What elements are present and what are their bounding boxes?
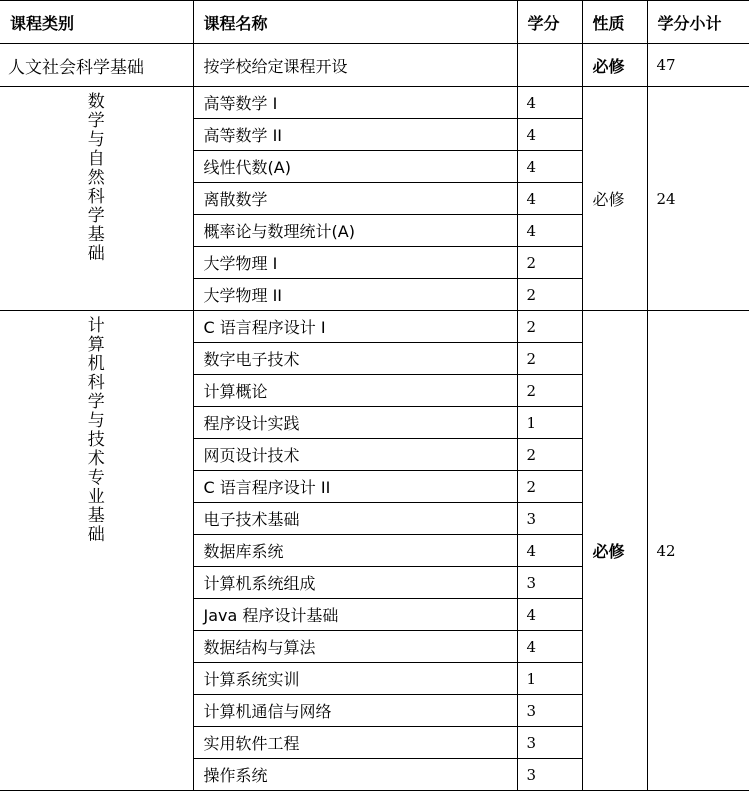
- course-name-cell: 高等数学 I: [193, 87, 517, 119]
- credit-cell: 2: [517, 439, 582, 471]
- course-name-cell: Java 程序设计基础: [193, 599, 517, 631]
- credit-cell: 4: [517, 599, 582, 631]
- category-cell: [0, 87, 193, 311]
- nature-cell: 必修: [582, 311, 647, 791]
- table-header-row: [0, 1, 749, 44]
- course-name-cell: 高等数学 II: [193, 119, 517, 151]
- subtotal-cell: 24: [647, 87, 749, 311]
- header-subtotal: 学分小计: [647, 1, 749, 44]
- category-vertical-text: 计算机科学与技术专业基础: [87, 316, 105, 545]
- course-name-cell: 网页设计技术: [193, 439, 517, 471]
- credit-cell: 3: [517, 695, 582, 727]
- nature-cell: 必修: [582, 44, 647, 87]
- subtotal-cell: 42: [647, 311, 749, 791]
- course-name-cell: 实用软件工程: [193, 727, 517, 759]
- course-name-cell: 离散数学: [193, 183, 517, 215]
- course-name-cell: 计算系统实训: [193, 663, 517, 695]
- credit-cell: 2: [517, 247, 582, 279]
- credit-cell: 2: [517, 311, 582, 343]
- credit-cell: 3: [517, 567, 582, 599]
- course-name-cell: C 语言程序设计 I: [193, 311, 517, 343]
- credit-cell: 4: [517, 119, 582, 151]
- course-name-cell: 操作系统: [193, 759, 517, 791]
- credit-cell: 3: [517, 759, 582, 791]
- credit-cell: 4: [517, 183, 582, 215]
- course-name-cell: 大学物理 I: [193, 247, 517, 279]
- credit-cell: 4: [517, 151, 582, 183]
- course-name-cell: 计算机系统组成: [193, 567, 517, 599]
- course-name-cell: 概率论与数理统计(A): [193, 215, 517, 247]
- credit-cell: 1: [517, 663, 582, 695]
- credit-cell: 1: [517, 407, 582, 439]
- course-name-cell: 数字电子技术: [193, 343, 517, 375]
- course-name-cell: 计算机通信与网络: [193, 695, 517, 727]
- subtotal-cell: 47: [647, 44, 749, 87]
- credit-cell: [517, 44, 582, 87]
- course-name-cell: 数据库系统: [193, 535, 517, 567]
- course-name-cell: 线性代数(A): [193, 151, 517, 183]
- credit-cell: 3: [517, 727, 582, 759]
- table-row: [0, 44, 749, 87]
- header-course-name: 课程名称: [193, 1, 517, 44]
- course-name-cell: 程序设计实践: [193, 407, 517, 439]
- credit-cell: 4: [517, 631, 582, 663]
- course-name-cell: 电子技术基础: [193, 503, 517, 535]
- credit-cell: 4: [517, 215, 582, 247]
- course-name-cell: 计算概论: [193, 375, 517, 407]
- table-row: [0, 87, 749, 119]
- credit-cell: 2: [517, 471, 582, 503]
- credit-cell: 4: [517, 535, 582, 567]
- nature-cell: 必修: [582, 87, 647, 311]
- course-name-cell: C 语言程序设计 II: [193, 471, 517, 503]
- credit-cell: 2: [517, 375, 582, 407]
- header-credit: 学分: [517, 1, 582, 44]
- header-category: 课程类别: [0, 1, 193, 44]
- credit-cell: 3: [517, 503, 582, 535]
- header-nature: 性质: [582, 1, 647, 44]
- credit-cell: 4: [517, 87, 582, 119]
- category-vertical-text: 数学与自然科学基础: [87, 92, 105, 264]
- course-name-cell: 大学物理 II: [193, 279, 517, 311]
- category-cell: [0, 311, 193, 791]
- course-name-cell: 按学校给定课程开设: [193, 44, 517, 87]
- credit-cell: 2: [517, 279, 582, 311]
- category-cell: 人文社会科学基础: [0, 44, 193, 87]
- credit-cell: 2: [517, 343, 582, 375]
- course-name-cell: 数据结构与算法: [193, 631, 517, 663]
- table-row: [0, 311, 749, 343]
